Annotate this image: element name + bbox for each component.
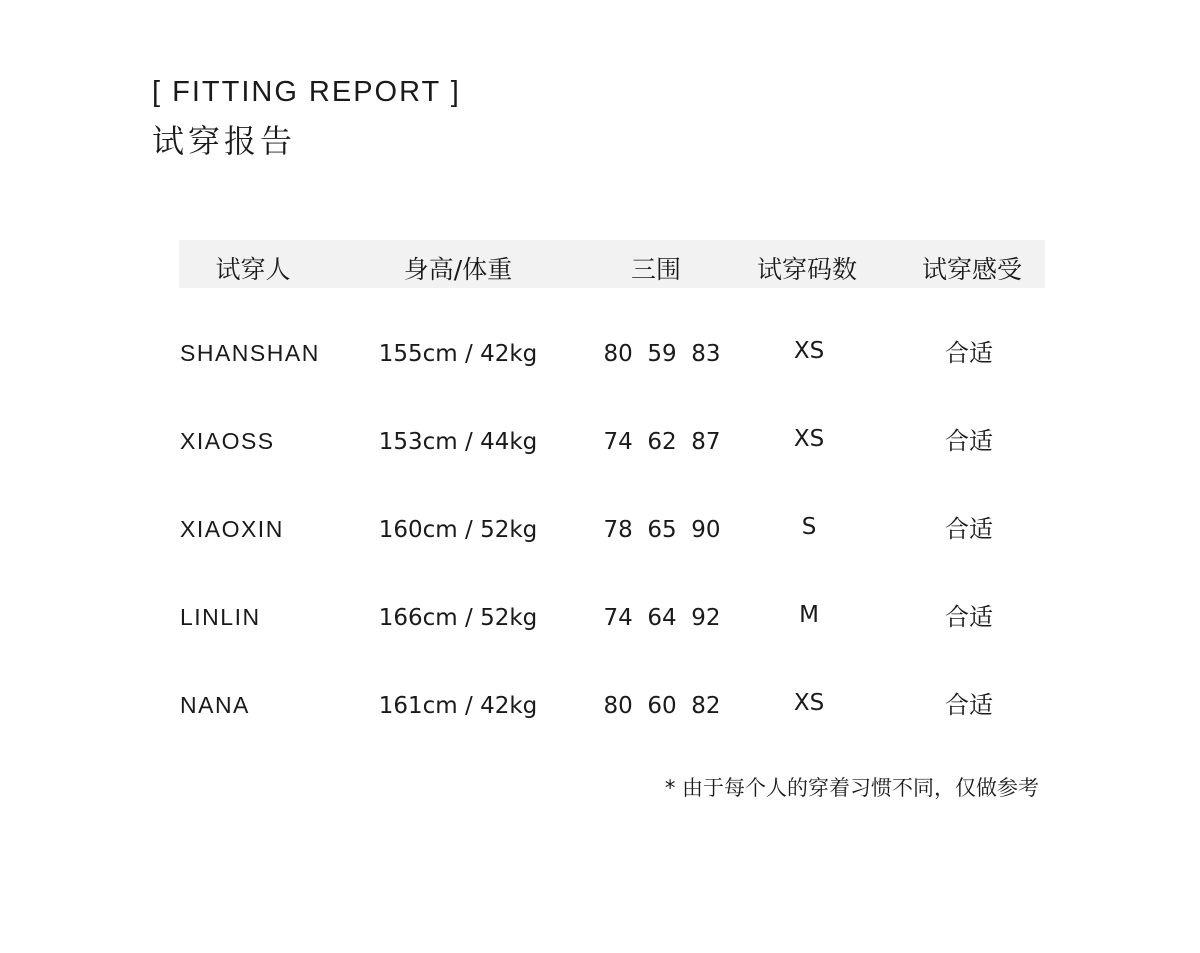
row-measurements: 74 64 92 [603, 605, 721, 631]
row-measurements: 74 62 87 [603, 429, 721, 455]
row-height-weight: 161cm / 42kg [378, 693, 538, 719]
row-height-weight: 155cm / 42kg [378, 341, 538, 367]
row-name: XIAOSS [180, 428, 275, 454]
row-name: NANA [180, 692, 250, 718]
report-title-en: [ FITTING REPORT ] [152, 76, 461, 108]
row-name: LINLIN [180, 604, 261, 630]
row-size: XS [793, 690, 825, 716]
row-size: XS [793, 338, 825, 364]
header-height-weight: 身高/体重 [403, 255, 513, 284]
row-size: S [801, 514, 817, 540]
report-title-zh: 试穿报告 [152, 122, 297, 160]
row-name: SHANSHAN [180, 340, 320, 366]
row-height-weight: 166cm / 52kg [378, 605, 538, 631]
row-feel: 合适 [945, 603, 993, 631]
row-size: XS [793, 426, 825, 452]
row-feel: 合适 [945, 515, 993, 543]
row-feel: 合适 [945, 339, 993, 367]
row-feel: 合适 [945, 427, 993, 455]
row-height-weight: 160cm / 52kg [378, 517, 538, 543]
footnote: * 由于每个人的穿着习惯不同，仅做参考 [664, 776, 1039, 800]
header-tester: 试穿人 [215, 255, 291, 284]
row-name: XIAOXIN [180, 516, 284, 542]
table-header-bar [179, 240, 1045, 288]
row-measurements: 80 60 82 [603, 693, 721, 719]
header-measurements: 三围 [630, 255, 682, 284]
row-feel: 合适 [945, 691, 993, 719]
row-size: M [799, 602, 819, 628]
row-height-weight: 153cm / 44kg [378, 429, 538, 455]
row-measurements: 80 59 83 [603, 341, 721, 367]
row-measurements: 78 65 90 [603, 517, 721, 543]
header-feel: 试穿感受 [921, 255, 1023, 284]
header-size: 试穿码数 [756, 255, 858, 284]
